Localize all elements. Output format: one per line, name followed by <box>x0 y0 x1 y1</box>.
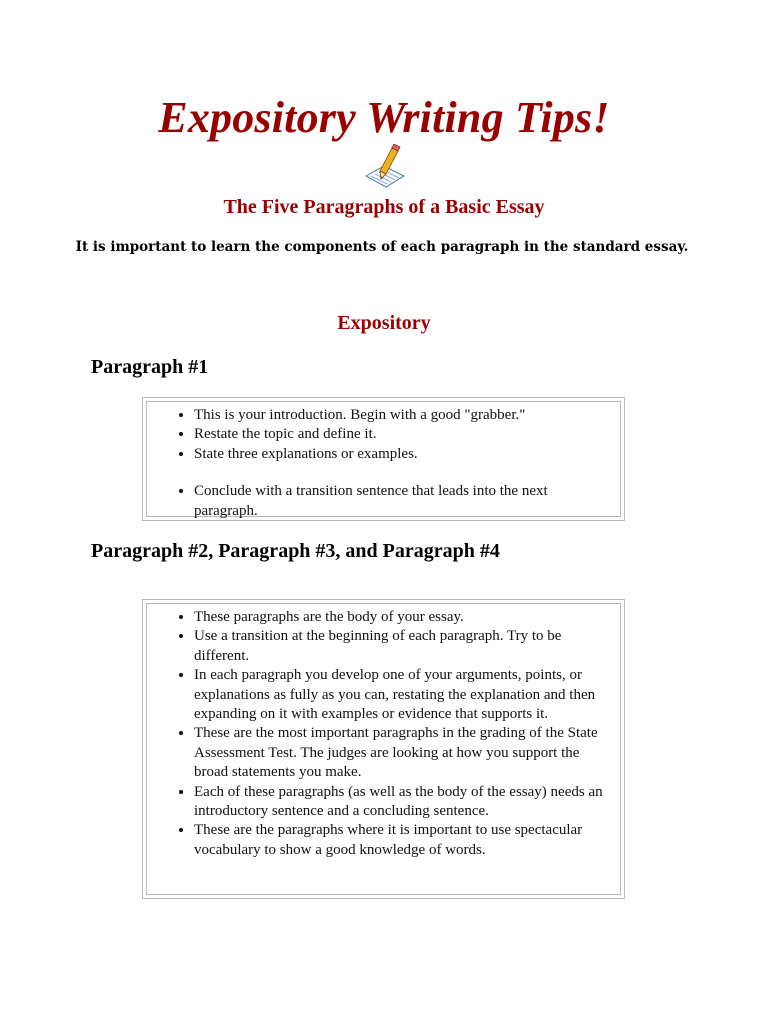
list-item: • These paragraphs are the body of your essay. <box>194 608 606 627</box>
list-item: • These are the most important paragraphs in the grading of the State Assessment Test. The judges are looking at how you support the broad statements you make. <box>194 724 606 782</box>
paragraph-1-box <box>142 397 625 521</box>
intro-text: It is important to learn the components of each paragraph in the standard essay. <box>75 239 689 255</box>
paragraph-2-4-list <box>173 608 606 860</box>
list-item: • In each paragraph you develop one of your arguments, points, or explanations as fully as you can, restating the explanation and then expanding on it with examples or evidence that supports it. <box>194 666 606 724</box>
list-item: • State three explanations or examples. <box>194 445 606 464</box>
section-heading: Expository <box>337 312 431 334</box>
list-item: • Conclude with a transition sentence that leads into the next paragraph. <box>194 482 606 521</box>
list-item: • Each of these paragraphs (as well as the body of the essay) needs an introductory sentence and a concluding sentence. <box>194 783 606 822</box>
page-title: Expository Writing Tips! <box>158 93 610 142</box>
subtitle: The Five Paragraphs of a Basic Essay <box>223 196 545 218</box>
paragraph-2-4-box <box>142 599 625 899</box>
list-item: • Use a transition at the beginning of each paragraph. Try to be different. <box>194 627 606 666</box>
paragraph-1-heading: Paragraph #1 <box>91 356 209 378</box>
paragraph-2-4-heading: Paragraph #2, Paragraph #3, and Paragraph #4 <box>91 540 500 562</box>
list-item: • These are the paragraphs where it is important to use spectacular vocabulary to show a good knowledge of words. <box>194 821 606 860</box>
list-item: • This is your introduction. Begin with a good "grabber." <box>194 406 606 425</box>
paragraph-1-list <box>173 406 606 521</box>
pencil-icon <box>362 144 408 190</box>
list-item: • Restate the topic and define it. <box>194 425 606 444</box>
